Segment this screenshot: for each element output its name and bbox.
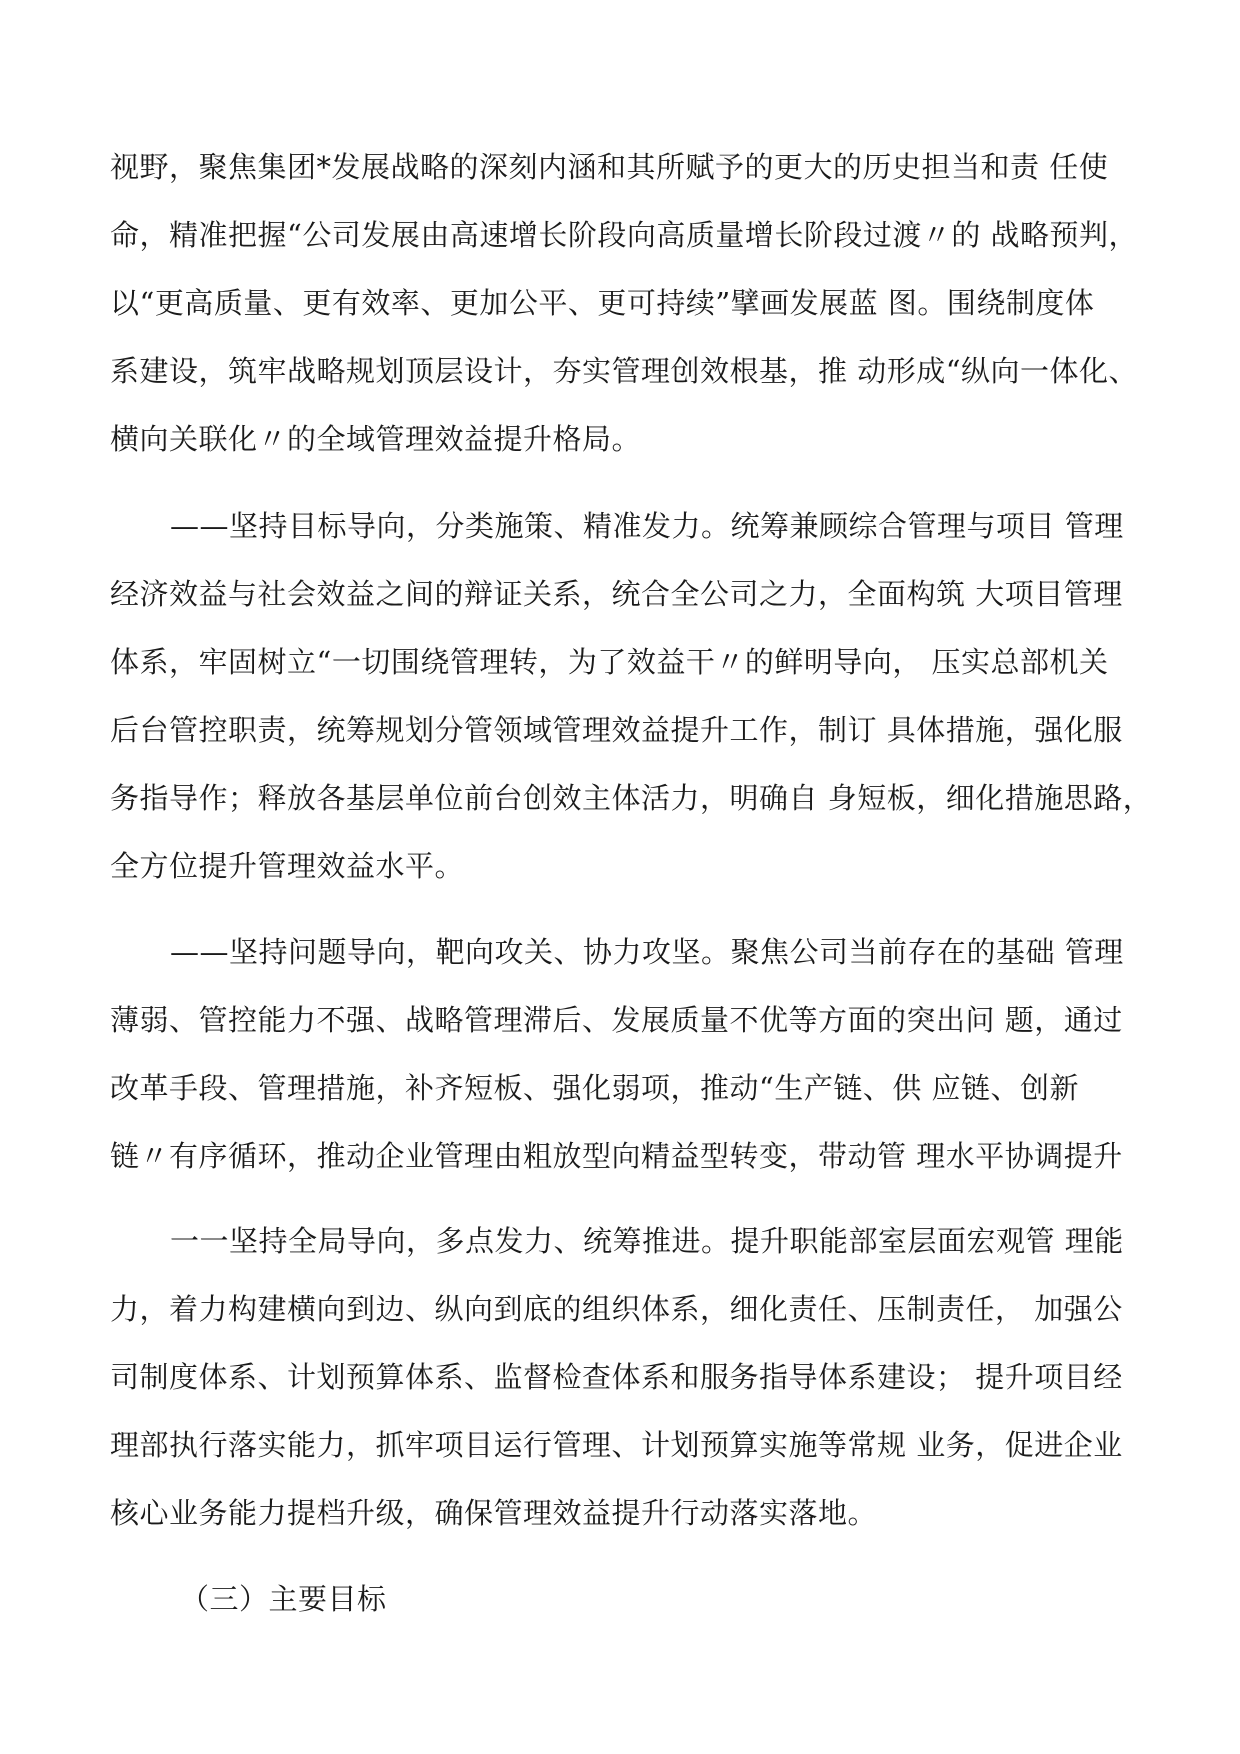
body-text-line: 横向关联化〃的全域管理效益提升格局。 <box>110 422 642 456</box>
body-text-line: 经济效益与社会效益之间的辩证关系，统合全公司之力，全面构筑 大项目管理 <box>110 577 1123 611</box>
body-text-line: 理部执行落实能力，抓牢项目运行管理、计划预算实施等常规 业务，促进企业 <box>110 1428 1123 1462</box>
body-text-line: 以“更高质量、更有效率、更加公平、更可持续”擘画发展蓝 图。围绕制度体 <box>110 286 1095 320</box>
body-text-line: 务指导作；释放各基层单位前台创效主体活力，明确自 身短板，细化措施思路， <box>110 781 1153 815</box>
body-text-line: 命，精准把握“公司发展由高速增长阶段向高质量增长阶段过渡〃的 战略预判， <box>110 218 1139 252</box>
body-text-line: 改革手段、管理措施，补齐短板、强化弱项，推动“生产链、供 应链、创新 <box>110 1071 1080 1105</box>
body-text-line: ——坚持问题导向，靶向攻关、协力攻坚。聚焦公司当前存在的基础 管理 <box>170 935 1124 969</box>
body-text-line: 薄弱、管控能力不强、战略管理滞后、发展质量不优等方面的突出问 题，通过 <box>110 1003 1123 1037</box>
body-text-line: 司制度体系、计划预算体系、监督检查体系和服务指导体系建设； 提升项目经 <box>110 1360 1123 1394</box>
body-text-line: ——坚持目标导向，分类施策、精准发力。统筹兼顾综合管理与项目 管理 <box>170 509 1124 543</box>
body-text-line: 后台管控职责，统筹规划分管领域管理效益提升工作，制订 具体措施，强化服 <box>110 713 1123 747</box>
body-text-line: 视野，聚焦集团*发展战略的深刻内涵和其所赋予的更大的历史担当和责 任使 <box>110 150 1109 184</box>
body-text-line: 全方位提升管理效益水平。 <box>110 849 465 883</box>
body-text-line: 系建设，筑牢战略规划顶层设计，夯实管理创效根基，推 动形成“纵向一体化、 <box>110 354 1139 388</box>
section-heading: （三）主要目标 <box>180 1582 387 1616</box>
body-text-line: 力，着力构建横向到边、纵向到底的组织体系，细化责任、压制责任， 加强公 <box>110 1292 1123 1326</box>
body-text-line: 体系，牢固树立“一切围绕管理转，为了效益干〃的鲜明导向， 压实总部机关 <box>110 645 1109 679</box>
body-text-line: 一一坚持全局导向，多点发力、统筹推进。提升职能部室层面宏观管 理能 <box>170 1224 1124 1258</box>
body-text-line: 核心业务能力提档升级，确保管理效益提升行动落实落地。 <box>110 1496 878 1530</box>
body-text-line: 链〃有序循环，推动企业管理由粗放型向精益型转变，带动管 理水平协调提升 <box>110 1139 1123 1173</box>
